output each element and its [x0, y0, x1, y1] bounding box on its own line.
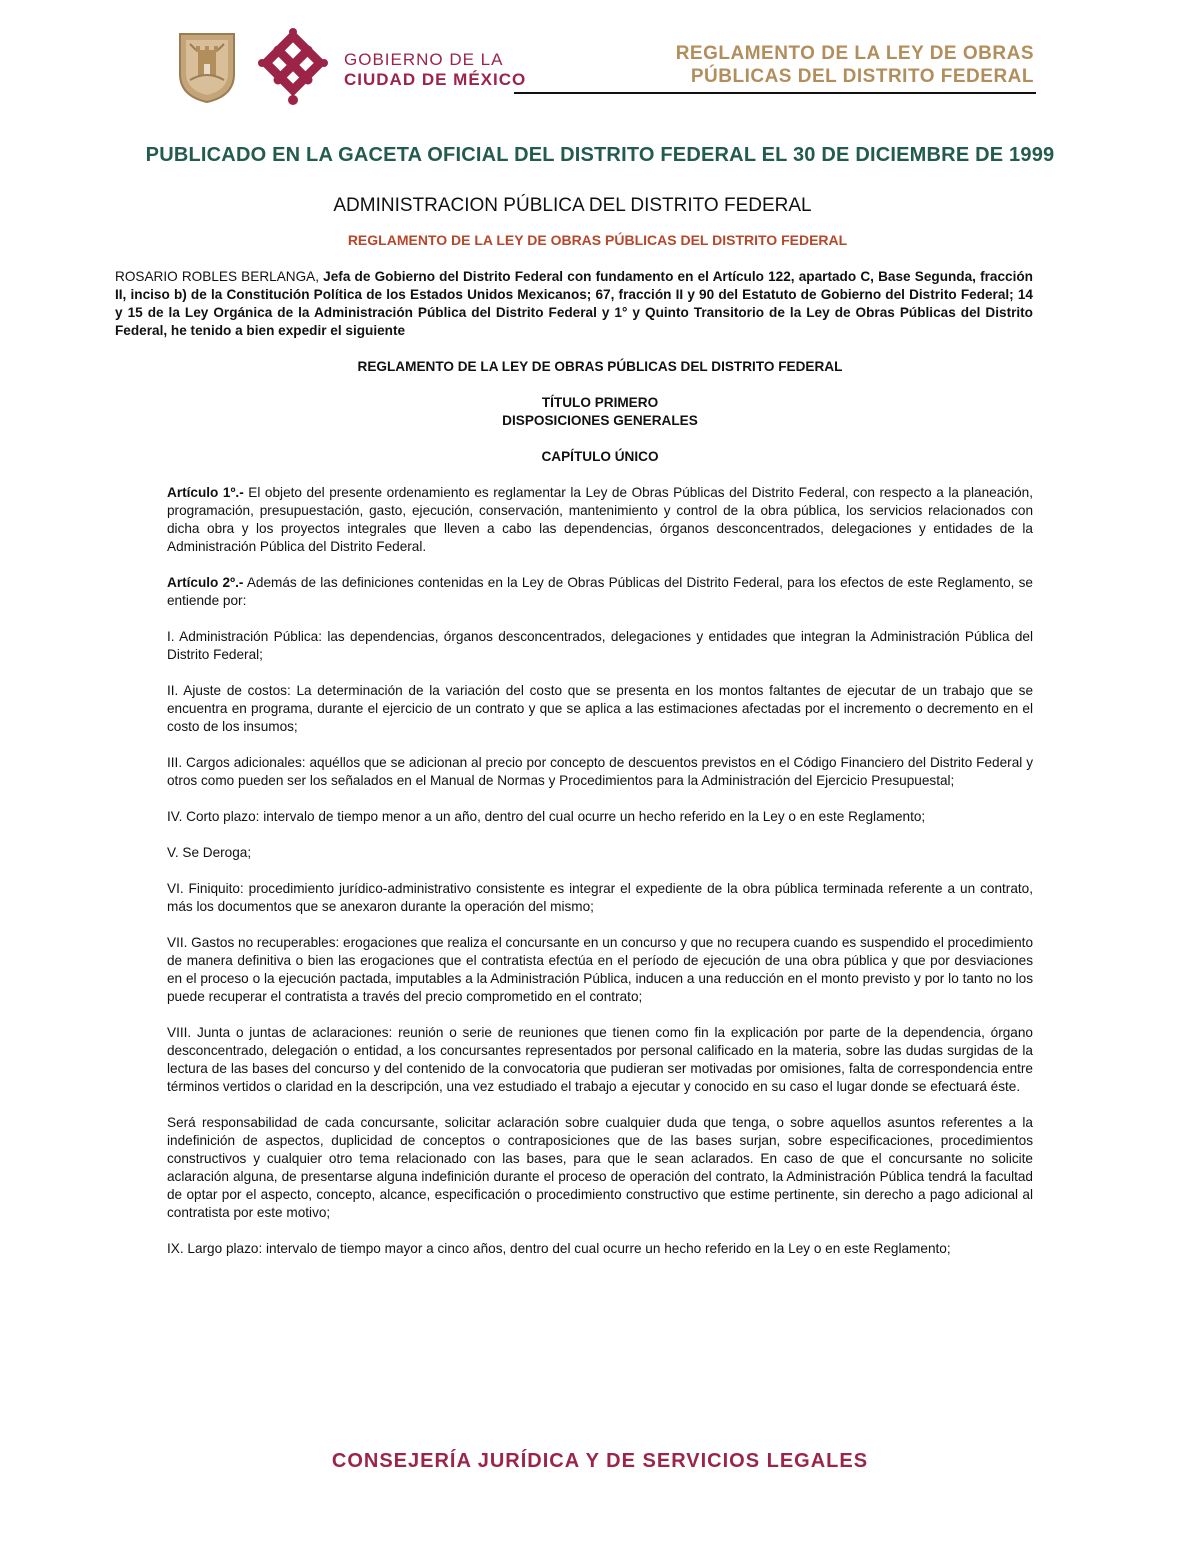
intro-rest: Jefa de Gobierno del Distrito Federal con fundamento en el Artículo 122, apartado C, Base Segunda, fracción II, inciso b) de la Constitución Política de los Estados Unidos Mexicanos; 67, fracción II y 90 del Estatuto de Gobierno del Distrito Federal; 14 y 15 de la Ley Orgánica de la Administración Pública del Distrito Federal y 1° y Quinto Transitorio de la Ley de Obras Públicas del Distrito Federal, he tenido a bien expedir el siguiente	[115, 269, 1033, 338]
article-1	[167, 484, 1033, 556]
regulation-subtitle: REGLAMENTO DE LA LEY DE OBRAS PÚBLICAS DEL DISTRITO FEDERAL	[347, 232, 848, 248]
fraccion-vii: VII. Gastos no recuperables: erogaciones que realiza el concursante en un concurso y que no recupera cuando es suspendido el procedimiento de manera definitiva o bien las erogaciones que el contratista efectúa en el período de ejecución de una obra pública y que por desviaciones en el proceso o la ejecución pactada, imputables a la Administración Pública, inducen a una reducción en el monto previsto y por lo tanto no los puede recuperar el contratista a través del precio comprometido en el contrato;	[167, 935, 1034, 1004]
page-footer: CONSEJERÍA JURÍDICA Y DE SERVICIOS LEGALES	[331, 1450, 869, 1472]
fraccion-i: I. Administración Pública: las dependencias, órganos desconcentrados, delegaciones y entidades que integran la Administración Pública del Distrito Federal;	[167, 629, 1033, 662]
administration-heading: ADMINISTRACION PÚBLICA DEL DISTRITO FEDERAL	[333, 195, 812, 216]
article-2-text: Además de las definiciones contenidas en la Ley de Obras Públicas del Distrito Federal, para los efectos de este Reglamento, se entiende por:	[167, 575, 1033, 608]
cdmx-shield-icon	[176, 30, 238, 104]
fraccion-ii: II. Ajuste de costos: La determinación de la variación del costo que se presenta en los montos faltantes de ejecutar de un trabajo que se encuentra en programa, durante el ejercicio de un contrato y que se aplica a las estimaciones afectadas por el incremento o decremento en el costo de los insumos;	[167, 683, 1033, 734]
article-2-label: Artículo 2º.-	[167, 575, 244, 590]
fraccion-vi: VI. Finiquito: procedimiento jurídico-administrativo consistente es integrar el expediente de la obra pública terminada referente a un contrato, más los documentos que se anexaron durante la operación del mismo;	[167, 881, 1033, 914]
gaceta-publication-note: PUBLICADO EN LA GACETA OFICIAL DEL DISTRITO FEDERAL EL 30 DE DICIEMBRE DE 1999	[145, 144, 1055, 166]
fraccion-ix: IX. Largo plazo: intervalo de tiempo mayor a cinco años, dentro del cual ocurre un hecho referido en la Ley o en este Reglamento;	[167, 1241, 951, 1256]
fraccion-iv: IV. Corto plazo: intervalo de tiempo menor a un año, dentro del cual ocurre un hecho referido en la Ley o en este Reglamento;	[167, 809, 926, 824]
fraccion-v: V. Se Deroga;	[167, 845, 252, 860]
header-title-line-2: PÚBLICAS DEL DISTRITO FEDERAL	[690, 66, 1034, 87]
gobierno-logo-text	[344, 50, 526, 90]
header-document-title	[676, 42, 1034, 88]
disposiciones-heading: DISPOSICIONES GENERALES	[502, 413, 698, 428]
intro-lead: ROSARIO ROBLES BERLANGA,	[115, 269, 319, 284]
header-title-line-1: REGLAMENTO DE LA LEY DE OBRAS	[675, 43, 1034, 64]
article-1-text: El objeto del presente ordenamiento es reglamentar la Ley de Obras Públicas del Distrito Federal, con respecto a la planeación, programación, presupuestación, gasto, ejecución, conservación, mantenimiento y control de la obra pública, los servicios relacionados con dicha obra y los proyectos integrales que lleven a cabo las dependencias, órganos desconcentrados, delegaciones y entidades de la Administración Pública del Distrito Federal.	[167, 485, 1033, 554]
document-body	[115, 268, 1034, 1276]
intro-paragraph	[115, 268, 1033, 340]
page-header	[0, 0, 1200, 110]
cdmx-knot-logo-icon	[258, 28, 328, 108]
fraccion-viii-note: Será responsabilidad de cada concursante, solicitar aclaración sobre cualquier duda que tenga, o sobre aquellos asuntos referentes a la indefinición de aspectos, duplicidad de conceptos o contraposiciones que de las bases surjan, sobre especificaciones, procedimientos constructivos y cualquier otro tema relacionado con las bases, para que le sean aclarados. En caso de que el concursante no solicite aclaración alguna, de presentarse alguna indefinición durante el proceso de operación del contrato, la Administración Pública tendrá la facultad de optar por el aspecto, concepto, alcance, especificación o procedimiento constructivo que estime pertinente, sin derecho a pago adicional al contratista por este motivo;	[167, 1115, 1033, 1220]
gob-line-2: CIUDAD DE MÉXICO	[344, 70, 527, 89]
article-2	[167, 574, 1033, 610]
fraccion-iii: III. Cargos adicionales: aquéllos que se adicionan al precio por concepto de descuentos previstos en el Código Financiero del Distrito Federal y otros como pueden ser los señalados en el Manual de Normas y Procedimientos para la Administración del Ejercicio Presupuestal;	[167, 755, 1033, 788]
titulo-heading: TÍTULO PRIMERO	[541, 395, 659, 410]
article-1-label: Artículo 1º.-	[167, 485, 244, 500]
header-divider	[514, 92, 1036, 94]
fraccion-viii: VIII. Junta o juntas de aclaraciones: reunión o serie de reuniones que tienen como fin la explicación por parte de la dependencia, órgano desconcentrado, delegación o entidad, a los concursantes representados por personal calificado en la materia, sobre las dudas surgidas de la lectura de las bases del concurso y del contenido de la convocatoria que pudieran ser motivadas por omisiones, falta de correspondencia entre términos vertidos o claridad en la descripción, una vez estudiado el trabajo a ejecutar y conocido en su caso el lugar donde se efectuará éste.	[167, 1025, 1033, 1094]
regulation-heading: REGLAMENTO DE LA LEY DE OBRAS PÚBLICAS DEL DISTRITO FEDERAL	[357, 359, 843, 374]
gob-line-1: GOBIERNO DE LA	[344, 50, 504, 69]
capitulo-heading: CAPÍTULO ÚNICO	[541, 449, 659, 464]
